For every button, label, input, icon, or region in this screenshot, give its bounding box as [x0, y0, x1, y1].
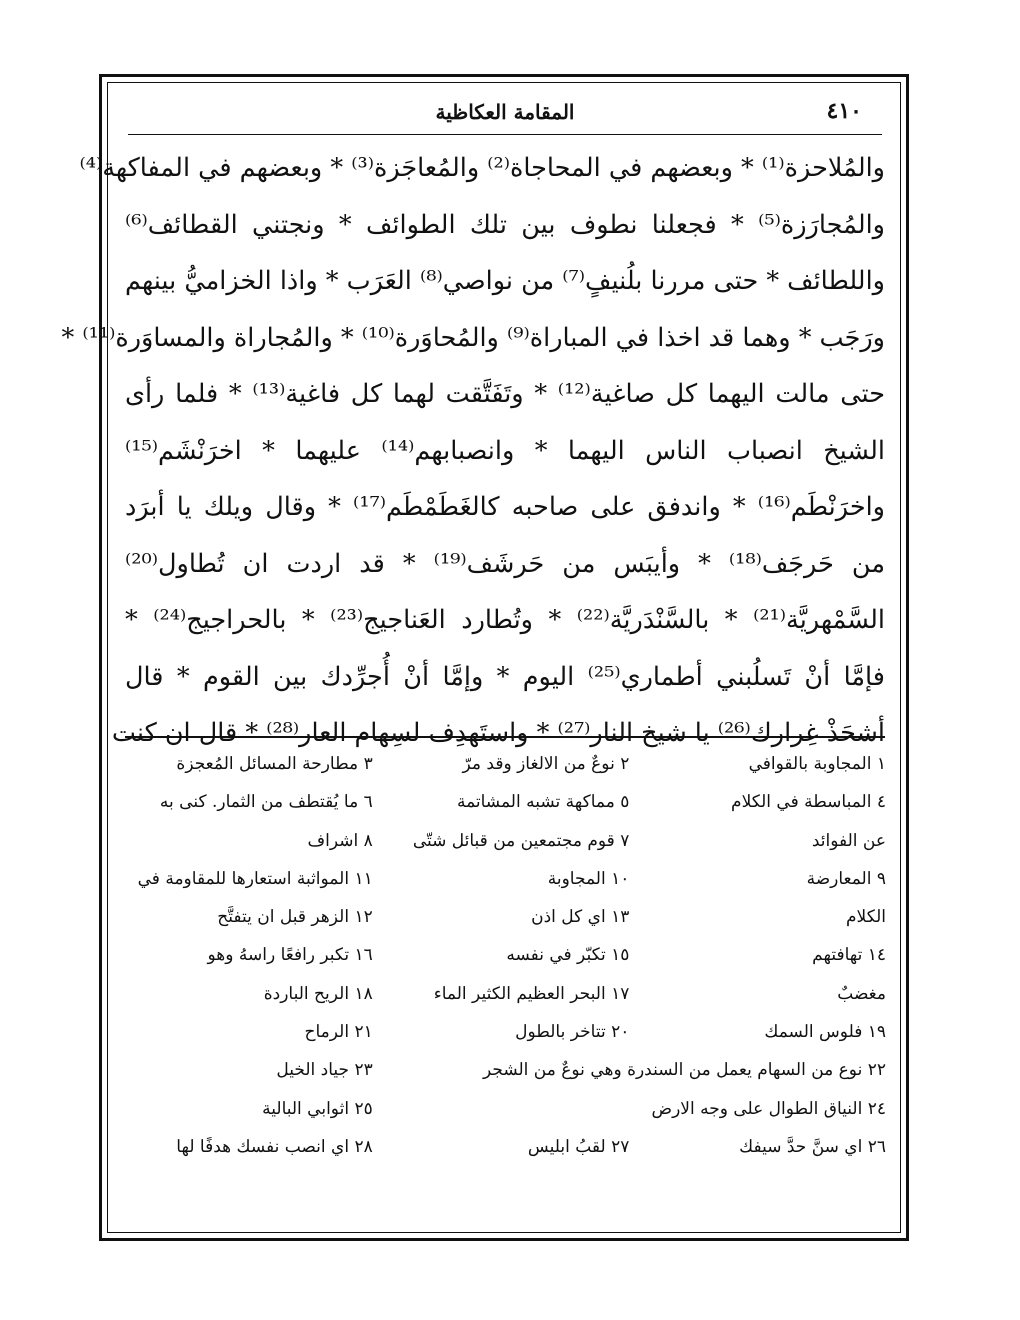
footnote: ٩ المعارضة	[806, 868, 886, 889]
footnote: عن الفوائد	[811, 830, 886, 851]
footnote-row	[120, 1051, 890, 1089]
footnote: ٢٤ النياق الطوال على وجه الارض	[651, 1098, 886, 1119]
text-line: أشحَذْ غِرارك⁽²⁶⁾ يا شيخ النار⁽²⁷⁾ * واستَهدِف لسِهام العار⁽²⁸⁾ * قال ان كنت	[111, 718, 885, 748]
footnote: ٦ ما يُقتطف من الثمار. كنى به	[159, 792, 373, 813]
footnote: ٨ اشراف	[307, 830, 373, 851]
footnote: ١٢ الزهر قبل ان يتفتَّح	[217, 907, 373, 928]
footnote: ٣ مطارحة المسائل المُعجزة	[176, 754, 373, 774]
text-line: من حَرجَف⁽¹⁸⁾ * وأيبَس من حَرشَف⁽¹⁹⁾ * قد اردت ان تُطاول⁽²⁰⁾	[125, 548, 885, 579]
footnotes	[120, 745, 890, 1166]
header-divider	[128, 134, 882, 135]
text-line: السَّمْهريَّة⁽²¹⁾ * بالسَّنْدَريَّة⁽²²⁾ * وتُطارد العَناجيج⁽²³⁾ * بالحراجيج⁽²⁴⁾ *	[125, 605, 885, 635]
footnote: ٢٢ نوع من السهام يعمل من السندرة وهي نوعٌ من الشجر	[482, 1060, 886, 1081]
text-line: فإمَّا أنْ تَسلُبني أطماري⁽²⁵⁾ اليوم * وإمَّا أنْ أُجرِّدك بين القوم * قال	[125, 661, 885, 692]
footnote-row	[120, 745, 890, 783]
footnote: ١٤ تهافتهم	[812, 945, 886, 966]
text-line: واخرَنْطَم⁽¹⁶⁾ * واندفق على صاحبه كالغَطَمْطَم⁽¹⁷⁾ * وقال ويلك يا أبرَد	[125, 492, 885, 522]
text-line: حتى مالت اليهما كل صاغية⁽¹²⁾ * وتَفَتَّقت لهما كل فاغية⁽¹³⁾ * فلما رأى	[125, 379, 885, 409]
footnote-row	[120, 975, 890, 1013]
footnote: ١٥ تكبّر في نفسه	[506, 945, 630, 966]
footnote-row	[120, 822, 890, 860]
footnote-row	[120, 1013, 890, 1051]
footnote: ١٠ المجاوبة	[547, 868, 630, 889]
footnote: ١٣ اي كل اذن	[531, 907, 630, 928]
footnote-row	[120, 898, 890, 936]
footnote: ١٦ تكبر رافعًا راسهُ وهو	[207, 945, 373, 966]
text-line: الشيخ انصباب الناس اليهما * وانصبابهم⁽¹⁴⁾ عليهما * اخرَنْشَم⁽¹⁵⁾	[125, 435, 885, 466]
footnote-row	[120, 860, 890, 898]
footnote: مغضبٌ	[837, 983, 886, 1004]
footnote: ١٧ البحر العظيم الكثير الماء	[433, 983, 630, 1004]
footnote: ٢ نوعٌ من الالغاز وقد مرّ	[462, 754, 630, 774]
page-number: ٤١٠	[826, 98, 862, 124]
text-line: والمُجارَزة⁽⁵⁾ * فجعلنا نطوف بين تلك الطوائف * ونجتني القطائف⁽⁶⁾	[125, 209, 885, 240]
footnote: ٢٠ تتاخر بالطول	[515, 1022, 630, 1043]
footnote: الكلام	[846, 907, 886, 928]
footnote: ٢١ الرماح	[304, 1022, 373, 1043]
text-line: واللطائف * حتى مررنا بلُنيفٍ⁽⁷⁾ من نواصي⁽⁸⁾ العَرَب * واذا الخزاميُّ بينهم	[125, 266, 885, 296]
page-title: المقامة العكاظية	[435, 100, 575, 124]
footnote: ٤ المباسطة في الكلام	[731, 792, 886, 813]
footnote: ١٨ الريح الباردة	[263, 983, 373, 1004]
text-line: والمُلاحزة⁽¹⁾ * وبعضهم في المحاجاة⁽²⁾ والمُعاجَزة⁽³⁾ * وبعضهم في المفاكهة⁽⁴⁾	[79, 153, 885, 183]
footnote: ٢٣ جياد الخيل	[276, 1060, 373, 1081]
footnote: ٢٥ اثوابي البالية	[262, 1098, 373, 1119]
footnote: ٥ مماكهة تشبه المشاتمة	[456, 792, 630, 813]
footnotes-divider	[125, 736, 885, 738]
footnote: ١ المجاوبة بالقوافي	[748, 754, 886, 774]
footnote: ٢٧ لقبُ ابليس	[527, 1136, 630, 1157]
main-text	[61, 140, 885, 762]
footnote-row	[120, 1090, 890, 1128]
text-line: ورَجَب * وهما قد اخذا في المباراة⁽⁹⁾ والمُحاوَرة⁽¹⁰⁾ * والمُجاراة والمساوَرة⁽¹¹⁾ *	[61, 322, 885, 353]
footnote-row	[120, 936, 890, 974]
footnote: ١٩ فلوس السمك	[764, 1022, 886, 1043]
footnote: ٢٨ اي انصب نفسك هدفًا لها	[176, 1136, 373, 1157]
footnote: ١١ المواثبة استعارها للمقاومة في	[137, 868, 373, 889]
footnote-row	[120, 1128, 890, 1166]
footnote-row	[120, 783, 890, 821]
footnote: ٧ قوم مجتمعين من قبائل شتّى	[412, 830, 630, 851]
footnote: ٢٦ اي سنَّ حدَّ سيفك	[739, 1136, 886, 1157]
page-header	[128, 96, 882, 132]
